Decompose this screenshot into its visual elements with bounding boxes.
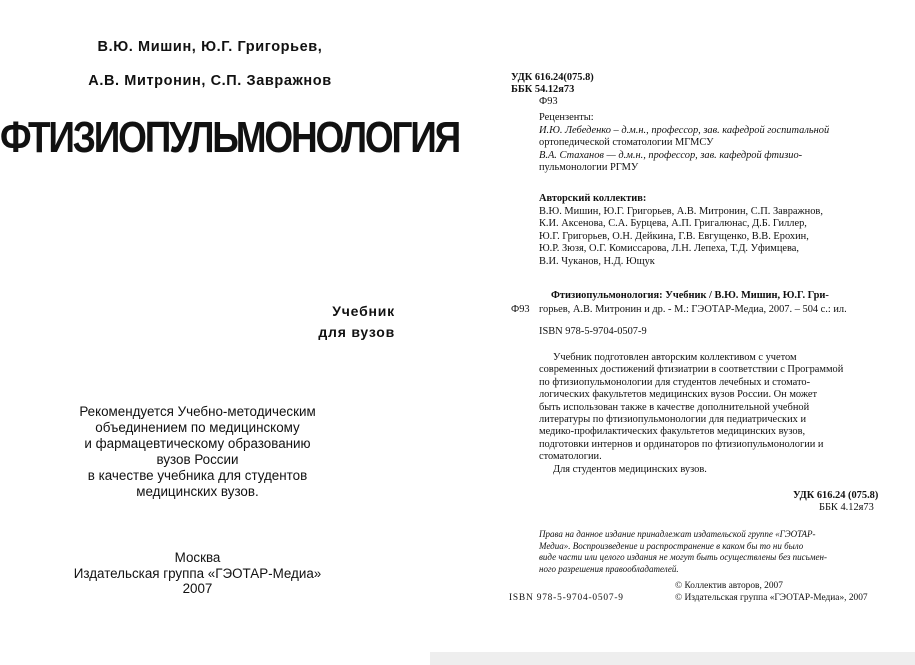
collective-line: В.Ю. Мишин, Ю.Г. Григорьев, А.В. Митронин, С.П. Завражнов,	[539, 206, 823, 217]
imprint-page	[505, 0, 915, 665]
authors-line-2: А.В. Митронин, С.П. Завражнов	[88, 73, 332, 89]
year: 2007	[182, 581, 213, 596]
publisher-block	[0, 550, 395, 597]
reviewer-line: ортопедической стоматологии МГМСУ	[539, 137, 714, 149]
bbk-code: ББК 54.12я73	[511, 84, 575, 95]
udk-code: УДК 616.24(075.8)	[511, 72, 594, 83]
collective-line: Ю.Г. Григорьев, О.Н. Дейкина, Г.В. Евгущенко, В.В. Ерохин,	[539, 230, 809, 242]
annotation-line: логических факультетов медицинских вузов России. Он может	[539, 389, 818, 401]
reviewer-line: И.Ю. Лебеденко – д.м.н., профессор, зав. кафедрой госпитальной	[539, 125, 830, 136]
rights-line: Права на данное издание принадлежат издательской группе «ГЭОТАР-	[539, 529, 816, 539]
annotation-line: подготовки интернов и ординаторов по фтизиопульмонологии и	[539, 438, 824, 450]
collective-line: Ю.Р. Зюзя, О.Г. Комиссарова, Л.Н. Лепеха, Т.Д. Уфимцева,	[539, 243, 799, 255]
annotation-line: стоматологии.	[539, 451, 602, 463]
biblio-code: Ф93	[511, 304, 530, 315]
subtitle-line-2: для вузов	[318, 324, 395, 340]
collective-block	[539, 206, 884, 268]
recommendation-block	[0, 404, 395, 500]
annotation-line: современных достижений фтизиатрии в соответствии с Программой	[539, 364, 844, 376]
book-title: ФТИЗИОПУЛЬМОНОЛОГИЯ	[0, 113, 460, 162]
annotation-line: литературы по фтизиопульмонологии для педиатрических и	[539, 414, 806, 426]
author-mark: Ф93	[539, 96, 558, 107]
city: Москва	[174, 550, 221, 565]
annotation-line: медико-профилактических факультетов медицинских вузов,	[539, 426, 806, 438]
collective-label: Авторский коллектив:	[539, 193, 647, 204]
udk-code-2: УДК 616.24 (075.8)	[793, 490, 879, 501]
scan-edge	[430, 652, 915, 665]
reviewer-line: пульмонологии РГМУ	[539, 162, 639, 174]
annotation-block	[539, 352, 884, 476]
authors-line-1: В.Ю. Мишин, Ю.Г. Григорьев,	[97, 39, 323, 55]
publisher: Издательская группа «ГЭОТАР-Медиа»	[73, 565, 322, 581]
subtitle-line-1: Учебник	[332, 303, 395, 319]
isbn: ISBN 978-5-9704-0507-9	[539, 326, 647, 337]
rights-line: виде части или целого издания не могут быть осуществлены без письмен-	[539, 552, 827, 562]
annotation-line: по фтизиопульмонологии для студентов лечебных и стомато-	[539, 376, 811, 388]
reviewer-line: В.А. Стаханов — д.м.н., профессор, зав. кафедрой фтизио-	[539, 149, 803, 161]
recommendation-line: в качестве учебника для студентов	[87, 468, 308, 483]
recommendation-line: медицинских вузов.	[136, 484, 259, 499]
recommendation-line: вузов России	[156, 452, 239, 467]
isbn-bottom: ISBN 978-5-9704-0507-9	[509, 593, 624, 603]
biblio-line-2: горьев, А.В. Митронин и др. - М.: ГЭОТАР-Медиа, 2007. – 504 с.: ил.	[539, 304, 847, 315]
annotation-line: быть использован также в качестве дополнительной учебной	[539, 401, 810, 413]
collective-line: В.И. Чуканов, Н.Д. Ющук	[539, 255, 655, 267]
rights-line: Медиа». Воспроизведение и распространение в каком бы то ни было	[539, 540, 804, 551]
reviewers-block	[539, 125, 884, 175]
annotation-line: Учебник подготовлен авторским коллективом с учетом	[553, 352, 797, 363]
rights-line: ного разрешения правообладателей.	[539, 563, 679, 574]
copyright-publisher: © Издательская группа «ГЭОТАР-Медиа», 2007	[675, 593, 868, 603]
recommendation-line: и фармацевтическому образованию	[84, 436, 311, 451]
copyright-authors: © Коллектив авторов, 2007	[675, 581, 783, 591]
audience: Для студентов медицинских вузов.	[553, 463, 707, 475]
recommendation-line: объединением по медицинскому	[95, 420, 300, 435]
bbk-code-2: ББК 4.12я73	[819, 502, 874, 513]
reviewers-label: Рецензенты:	[539, 112, 594, 123]
biblio-line-1: Фтизиопульмонология: Учебник / В.Ю. Мишин, Ю.Г. Гри-	[551, 290, 829, 301]
rights-block	[539, 529, 884, 575]
recommendation-line: Рекомендуется Учебно-методическим	[79, 404, 316, 419]
collective-line: К.И. Аксенова, С.А. Бурцева, А.П. Григалюнас, Д.Б. Гиллер,	[539, 218, 807, 230]
